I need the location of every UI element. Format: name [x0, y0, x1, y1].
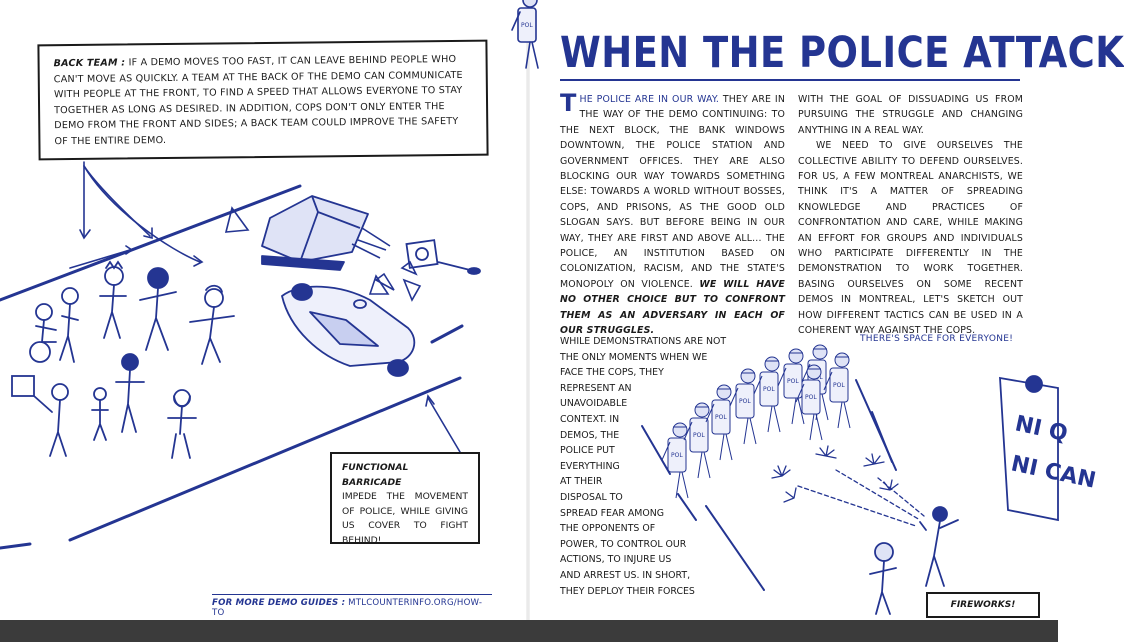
- lead-text: HE POLICE ARE IN OUR WAY.: [579, 94, 719, 105]
- narrow-line: DEMOS, THE: [560, 429, 620, 441]
- barricade-body: IMPEDE THE MOVEMENT OF POLICE, WHILE GIVING US COVER TO FIGHT BEHIND!: [342, 491, 468, 546]
- crowd-figures: [12, 262, 234, 458]
- narrow-line: THE OPPONENTS OF: [560, 523, 656, 535]
- protest-banner: [1000, 376, 1098, 520]
- col2-paragraph-2: WE NEED TO GIVE OURSELVES THE COLLECTIVE ABILITY TO DEFEND OURSELVES. FOR US, A FEW MONTREAL ANARCHISTS, WE THINK IT'S A MATTER OF SPREADING KNOWLEDGE AND PRACTICES OF CONFRONTATION AND CARE, WHILE MAKING AN EFFORT FOR GROUPS AND INDIVIDUALS WHO PARTICIPATE DIFFERENTLY IN THE DEMONSTRATION TO WORK TOGETHER. BASING OURSELVES ON SOME RECENT DEMOS IN MONTREAL, LET'S SKETCH OUT HOW DIFFERENT TACTICS CAN BE USED IN A COHERENT WAY AGAINST THE COPS.: [798, 140, 1023, 337]
- barricade-title: FUNCTIONAL BARRICADE: [342, 462, 409, 488]
- functional-barricade-box: [330, 452, 480, 544]
- narrow-line: AND ARREST US. IN SHORT,: [560, 569, 691, 581]
- narrow-line: POLICE PUT: [560, 445, 615, 457]
- road-line: [0, 544, 30, 548]
- narrow-line: THEY DEPLOY THEIR FORCES: [560, 585, 695, 597]
- banner-text: NI CAN: [1008, 451, 1098, 494]
- narrow-line: FACE THE COPS, THEY: [560, 367, 664, 379]
- narrow-line: ACTIONS, TO INJURE US: [560, 554, 672, 566]
- demo-guides-footer: [212, 594, 492, 618]
- back-team-text: [54, 52, 473, 149]
- footer-label: FOR MORE DEMO GUIDES :: [212, 598, 346, 608]
- narrow-line: REPRESENT AN: [560, 382, 632, 394]
- narrow-line: SPREAD FEAR AMONG: [560, 507, 665, 519]
- col1-emphasis: WE WILL HAVE NO OTHER CHOICE BUT TO CONFRONT THEM AS AN ADVERSARY IN EACH OF OUR STRUGGLES.: [560, 278, 785, 337]
- narrow-line: EVERYTHING: [560, 460, 620, 472]
- narrow-line: THE ONLY MOMENTS WHEN WE: [560, 351, 708, 363]
- fireworks-label-box: FIREWORKS!: [926, 592, 1040, 618]
- shield-label: POL: [521, 22, 533, 29]
- arrow-line: [84, 166, 150, 236]
- footer-url-link[interactable]: MTLCOUNTERINFO.ORG/HOW-TO: [212, 598, 483, 618]
- arrow-line: [428, 398, 460, 452]
- col2-paragraph-1: WITH THE GOAL OF DISSUADING US FROM PURSUING THE STRUGGLE AND CHANGING ANYTHING IN A REAL WAY.: [798, 94, 1023, 136]
- road-line: [432, 326, 462, 342]
- sign-icon: [406, 240, 480, 274]
- firework-sparks: [772, 446, 924, 526]
- back-team-title: BACK TEAM :: [53, 57, 126, 70]
- narrow-line: UNAVOIDABLE: [560, 398, 628, 410]
- text-column-1: [560, 89, 785, 339]
- narrow-line: CONTEXT. IN: [560, 413, 620, 425]
- overturned-car: [282, 284, 414, 376]
- banner-text: NI Q: [1012, 411, 1070, 447]
- left-page: [0, 0, 528, 620]
- narrow-line: POWER, TO CONTROL OUR: [560, 538, 687, 550]
- space-for-everyone-caption: THERE'S SPACE FOR EVERYONE!: [860, 334, 1014, 344]
- back-team-box: [37, 40, 488, 161]
- drop-cap: T: [560, 89, 577, 117]
- back-team-body: IF A DEMO MOVES TOO FAST, IT CAN LEAVE BEHIND PEOPLE WHO CAN'T MOVE AS QUICKLY. A TEAM AT THE BACK OF THE DEMO CAN COMMUNICATE WITH PEOPLE AT THE FRONT, TO FIND A SPEED THAT ALLOWS EVERYONE TO STAY TOGETHER AS LONG AS DESIRED. IN ADDITION, COPS DON'T ONLY ENTER THE DEMO FROM THE FRONT AND SIDES; A BACK TEAM COULD IMPROVE THE SAFETY OF THE ENTIRE DEMO.: [53, 53, 463, 147]
- narrow-text-block: [560, 334, 735, 599]
- viewer-bottom-bar: [0, 620, 1058, 642]
- text-column-2: [798, 92, 1023, 339]
- narrow-line: AT THEIR: [560, 476, 603, 488]
- col1-body: THEY ARE IN THE WAY OF THE DEMO CONTINUING: TO THE NEXT BLOCK, THE BANK WINDOWS DOWNTOWN, THE POLICE STATION AND GOVERNMENT OFFICES. THEY ARE ALSO BLOCKING OUR WAY TOWARDS SOMETHING ELSE: TOWARDS A WORLD WITHOUT BOSSES, COPS, AND PRISONS, AS THE GOOD OLD SLOGAN SAYS. BUT BEFORE BEING IN OUR WAY, THEY ARE FIRST AND ABOVE ALL... THE POLICE, AN INSTITUTION BASED ON COLONIZATION, RACISM, AND THE STATE'S MONOPOLY ON VIOLENCE.: [560, 94, 785, 290]
- narrow-line: WHILE DEMONSTRATIONS ARE NOT: [560, 336, 727, 347]
- headline-rule: [560, 79, 1020, 81]
- overturned-van: [262, 196, 390, 270]
- narrow-line: DISPOSAL TO: [560, 491, 623, 503]
- page-headline: WHEN THE POLICE ATTACK: [560, 28, 1124, 78]
- right-page: [521, 0, 1124, 620]
